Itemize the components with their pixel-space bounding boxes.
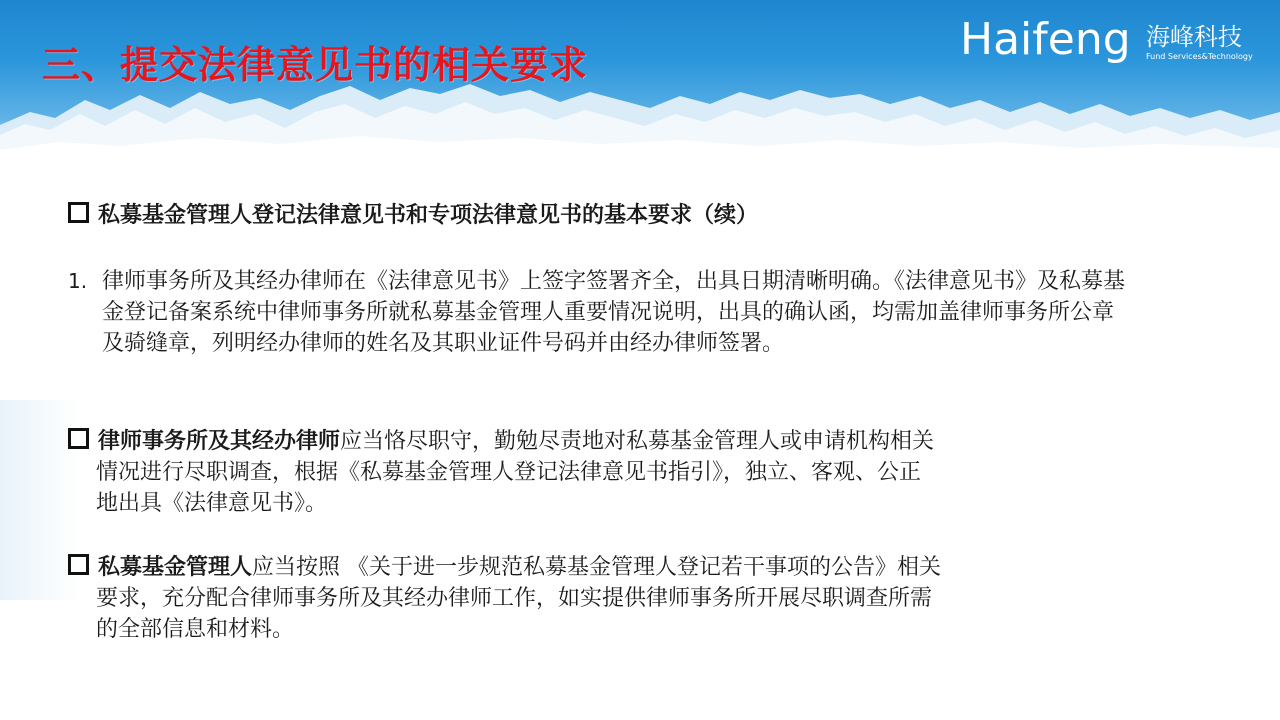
bullet-point-managers <box>68 552 1128 645</box>
bullet-text-line1: 应当按照 《关于进一步规范私募基金管理人登记若干事项的公告》相关 <box>252 555 942 580</box>
item-text: 律师事务所及其经办律师在《法律意见书》上签字签署齐全，出具日期清晰明确。《法律意见书》及私募基金登记备案系统中律师事务所就私募基金管理人重要情况说明，出具的确认函，均需加盖律师事务所公章及骑缝章，列明经办律师的姓名及其职业证件号码并由经办律师签署。 <box>102 269 1126 356</box>
bullet-text-line2: 情况进行尽职调查，根据《私募基金管理人登记法律意见书指引》，独立、客观、公正 <box>96 460 922 485</box>
bullet-bold-subject: 私募基金管理人 <box>98 554 253 580</box>
bullet-text-line3: 地出具《法律意见书》。 <box>96 491 328 516</box>
checkbox-bullet-icon <box>68 554 89 575</box>
slide-title: 三、提交法律意见书的相关要求 <box>42 42 589 87</box>
bullet-text-line3: 的全部信息和材料。 <box>96 617 295 642</box>
section-heading <box>68 200 758 231</box>
bullet-point-lawyers <box>68 426 1128 519</box>
checkbox-bullet-icon <box>68 202 89 223</box>
logo-tagline: Fund Services&Technology <box>1146 52 1253 61</box>
logo-chinese-name: 海峰科技 <box>1146 23 1242 51</box>
bullet-text-line1: 应当恪尽职守，勤勉尽责地对私募基金管理人或申请机构相关 <box>340 429 935 454</box>
section-heading-text: 私募基金管理人登记法律意见书和专项法律意见书的基本要求（续） <box>98 202 759 228</box>
item-number: 1. <box>68 269 88 293</box>
logo-wordmark: Haifeng <box>960 14 1131 65</box>
bullet-bold-subject: 律师事务所及其经办律师 <box>98 428 341 454</box>
bullet-text-line2: 要求，充分配合律师事务所及其经办律师工作，如实提供律师事务所开展尽职调查所需 <box>96 586 933 611</box>
checkbox-bullet-icon <box>68 428 89 449</box>
